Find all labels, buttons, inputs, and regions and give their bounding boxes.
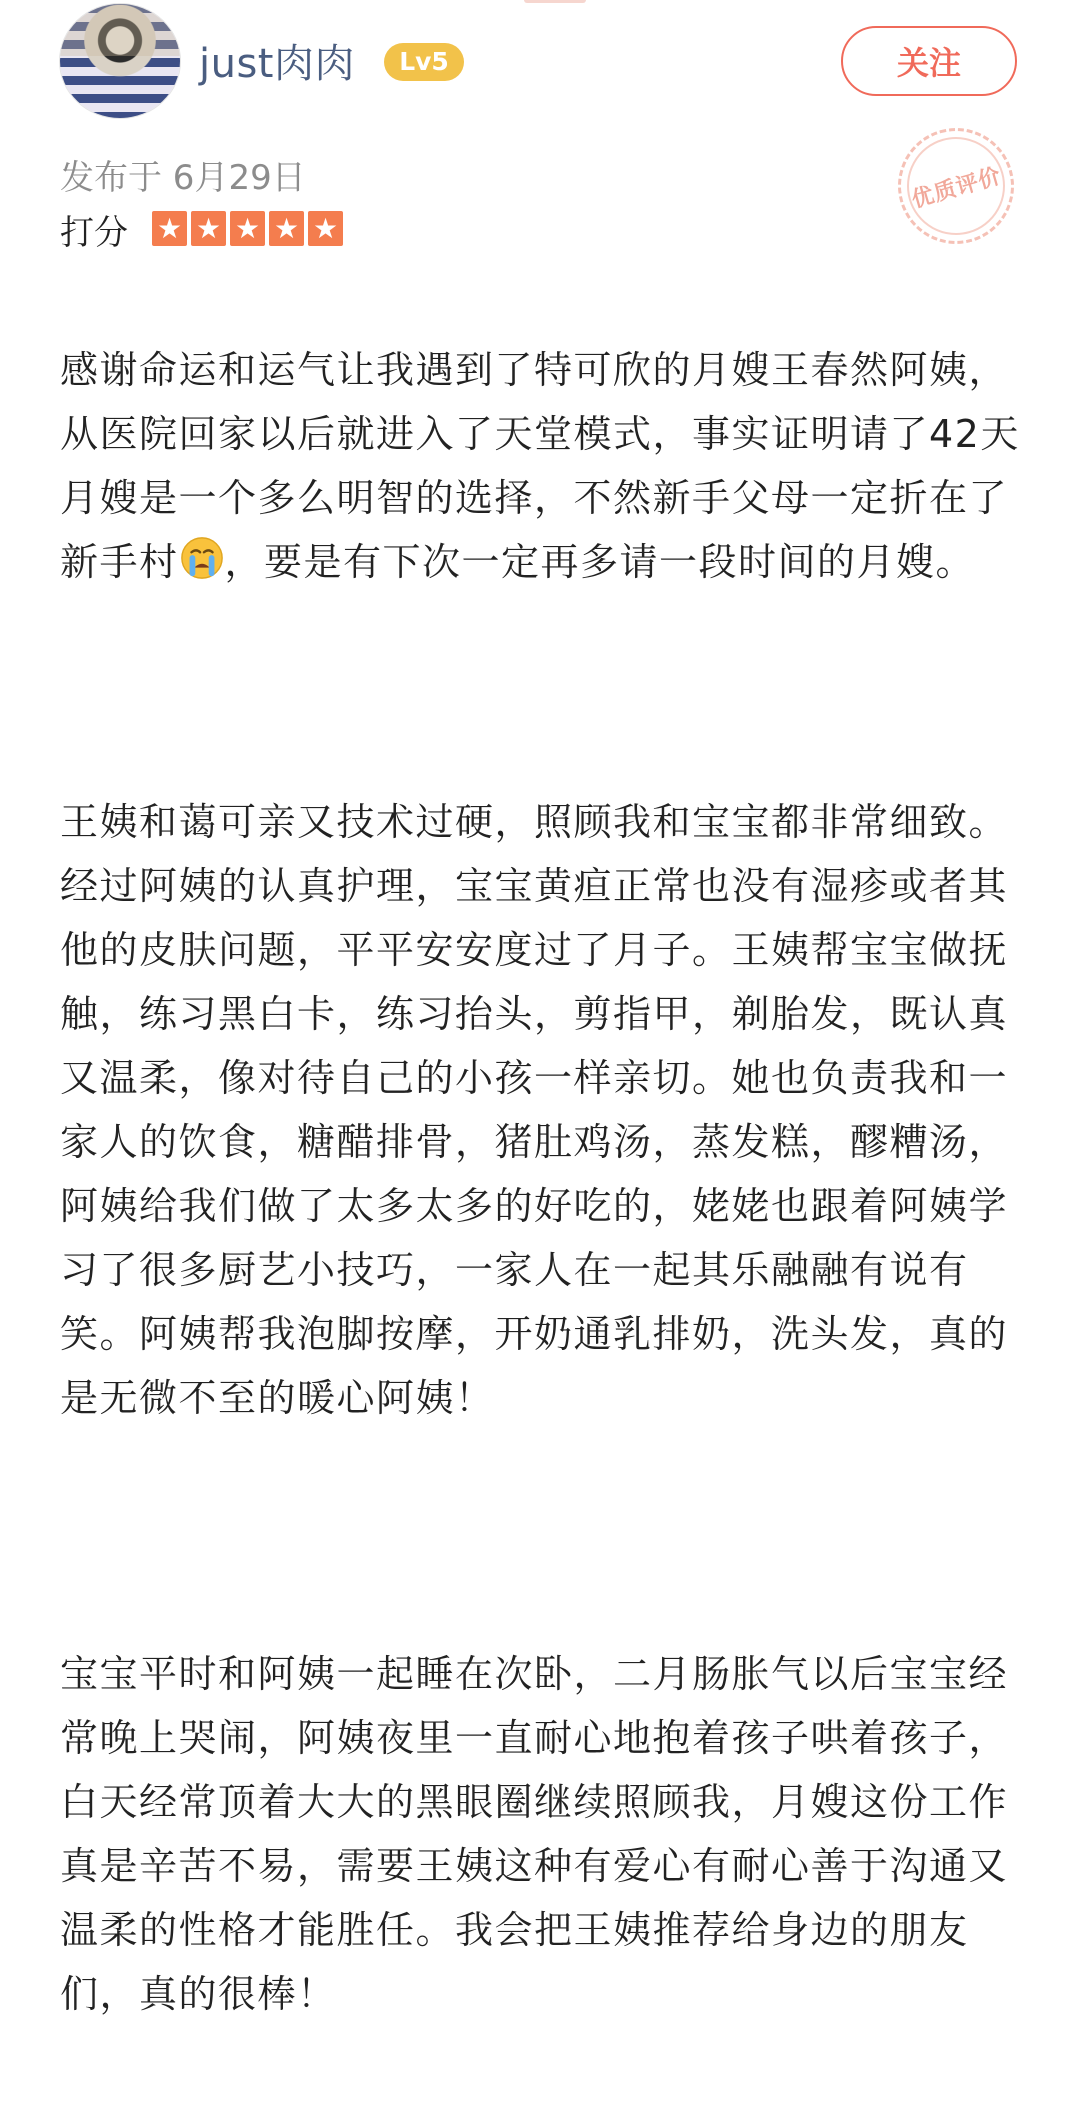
- avatar[interactable]: [60, 4, 180, 118]
- review-paragraph-2: 王姨和蔼可亲又技术过硬，照顾我和宝宝都非常细致。经过阿姨的认真护理，宝宝黄疸正常也没有湿疹或者其他的皮肤问题，平平安安度过了月子。王姨帮宝宝做抚触，练习黑白卡，练习抬头，剪指甲，剃胎发，既认真又温柔，像对待自己的小孩一样亲切。她也负责我和一家人的饮食，糖醋排骨，猪肚鸡汤，蒸发糕，醪糟汤，阿姨给我们做了太多太多的好吃的，姥姥也跟着阿姨学习了很多厨艺小技巧，一家人在一起其乐融融有说有笑。阿姨帮我泡脚按摩，开奶通乳排奶，洗头发，真的是无微不至的暖心阿姨！: [60, 800, 1009, 1420]
- level-badge: Lv5: [384, 43, 464, 81]
- review-paragraph-1: [60, 338, 1020, 594]
- star-icon: ★: [230, 211, 265, 246]
- star-icon: ★: [269, 211, 304, 246]
- quality-review-stamp: [884, 114, 1027, 257]
- review-paragraph-3: 宝宝平时和阿姨一起睡在次卧，二月肠胀气以后宝宝经常晚上哭闹，阿姨夜里一直耐心地抱着孩子哄着孩子，白天经常顶着大大的黑眼圈继续照顾我，月嫂这份工作真是辛苦不易，需要王姨这种有爱心有耐心善于沟通又温柔的性格才能胜任。我会把王姨推荐给身边的朋友们，真的很棒！: [60, 1652, 1009, 2016]
- star-icon: ★: [191, 211, 226, 246]
- rating-label: 打分: [60, 213, 128, 253]
- crying-face-emoji-icon: [179, 535, 225, 581]
- publish-date: 发布于 6月29日: [60, 158, 306, 198]
- follow-button[interactable]: 关注: [841, 26, 1017, 96]
- top-accent-bar: [524, 0, 586, 3]
- star-icon: ★: [308, 211, 343, 246]
- star-rating: [152, 211, 343, 246]
- username[interactable]: just肉肉: [199, 41, 355, 87]
- review-text-1a: 感谢命运和运气让我遇到了特可欣的月嫂王春然阿姨，从医院回家以后就进入了天堂模式，事实证明请了42天月嫂是一个多么明智的选择，不然新手父母一定折在了新手村: [60, 348, 1020, 584]
- review-text-1b: ，要是有下次一定再多请一段时间的月嫂。: [224, 540, 976, 584]
- quality-stamp-text: 优质评价: [908, 163, 1005, 213]
- star-icon: ★: [152, 211, 187, 246]
